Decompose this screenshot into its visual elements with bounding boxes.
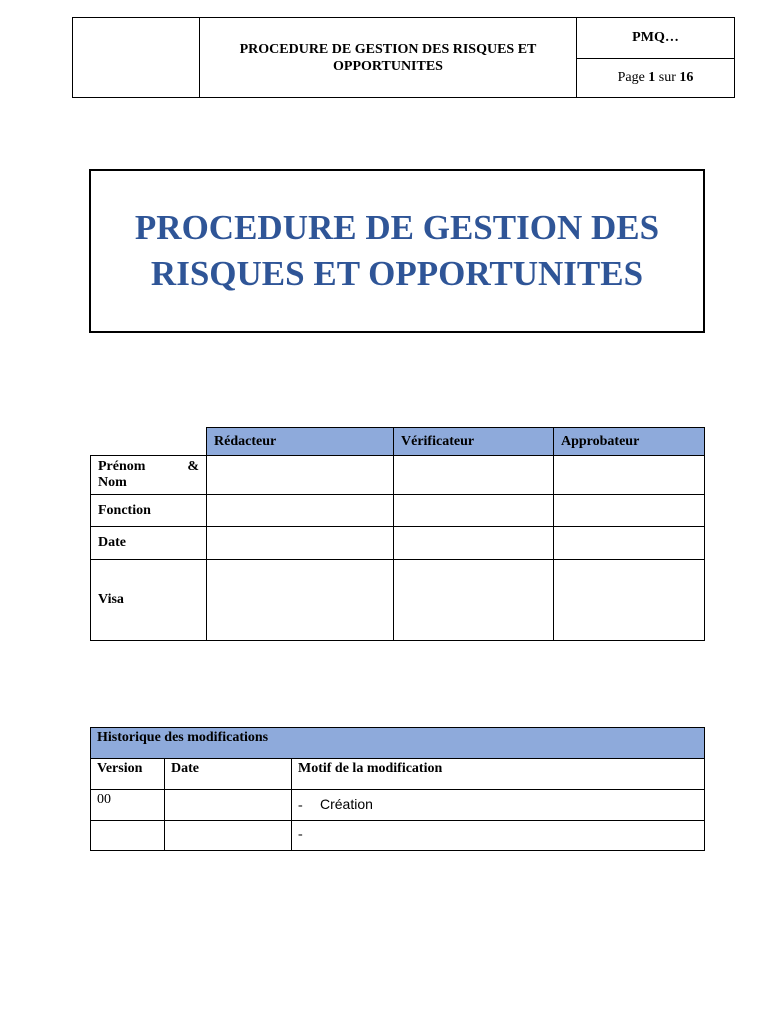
cell-redacteur-date[interactable] <box>207 527 394 560</box>
cell-approbateur-nom[interactable] <box>554 456 705 495</box>
cell-approbateur-fonction[interactable] <box>554 495 705 527</box>
document-code: PMQ… <box>577 18 735 59</box>
title-box <box>89 169 705 333</box>
page-indicator <box>577 59 735 98</box>
motif-text: Création <box>320 796 373 812</box>
page-of: sur <box>658 70 676 85</box>
logo-cell <box>73 18 200 98</box>
cell-verificateur-visa[interactable] <box>394 560 554 641</box>
approval-table <box>90 427 705 641</box>
label-ampersand: & <box>187 459 199 474</box>
cell-approbateur-date[interactable] <box>554 527 705 560</box>
col-verificateur: Vérificateur <box>394 428 554 456</box>
cell-verificateur-nom[interactable] <box>394 456 554 495</box>
row-label-prenom-nom <box>91 456 207 495</box>
row-label-visa: Visa <box>91 560 207 641</box>
cell-approbateur-visa[interactable] <box>554 560 705 641</box>
col-approbateur: Approbateur <box>554 428 705 456</box>
cell-redacteur-visa[interactable] <box>207 560 394 641</box>
page-number: 1 <box>648 70 656 85</box>
history-row-date[interactable] <box>165 790 292 821</box>
list-dash: - <box>298 827 303 842</box>
cell-redacteur-fonction[interactable] <box>207 495 394 527</box>
list-dash: - <box>298 798 303 813</box>
label-prenom: Prénom <box>98 459 146 474</box>
main-title: PROCEDURE DE GESTION DES RISQUES ET OPPORTUNITES <box>134 208 660 293</box>
document-header <box>72 17 735 98</box>
corner-cell <box>91 428 207 456</box>
history-row-version[interactable] <box>91 821 165 851</box>
row-label-fonction: Fonction <box>91 495 207 527</box>
cell-redacteur-nom[interactable] <box>207 456 394 495</box>
cell-verificateur-fonction[interactable] <box>394 495 554 527</box>
col-date: Date <box>165 759 292 790</box>
label-nom: Nom <box>98 475 127 490</box>
page-word: Page <box>617 70 645 85</box>
page-total: 16 <box>679 70 694 85</box>
history-row-motif[interactable] <box>292 821 705 851</box>
col-redacteur: Rédacteur <box>207 428 394 456</box>
cell-verificateur-date[interactable] <box>394 527 554 560</box>
history-row-motif[interactable] <box>292 790 705 821</box>
history-table <box>90 727 705 851</box>
history-row-date[interactable] <box>165 821 292 851</box>
history-row-version[interactable]: 00 <box>91 790 165 821</box>
row-label-date: Date <box>91 527 207 560</box>
history-title: Historique des modifications <box>91 728 705 759</box>
header-title: PROCEDURE DE GESTION DES RISQUES ET OPPORTUNITES <box>200 18 577 98</box>
col-motif: Motif de la modification <box>292 759 705 790</box>
col-version: Version <box>91 759 165 790</box>
